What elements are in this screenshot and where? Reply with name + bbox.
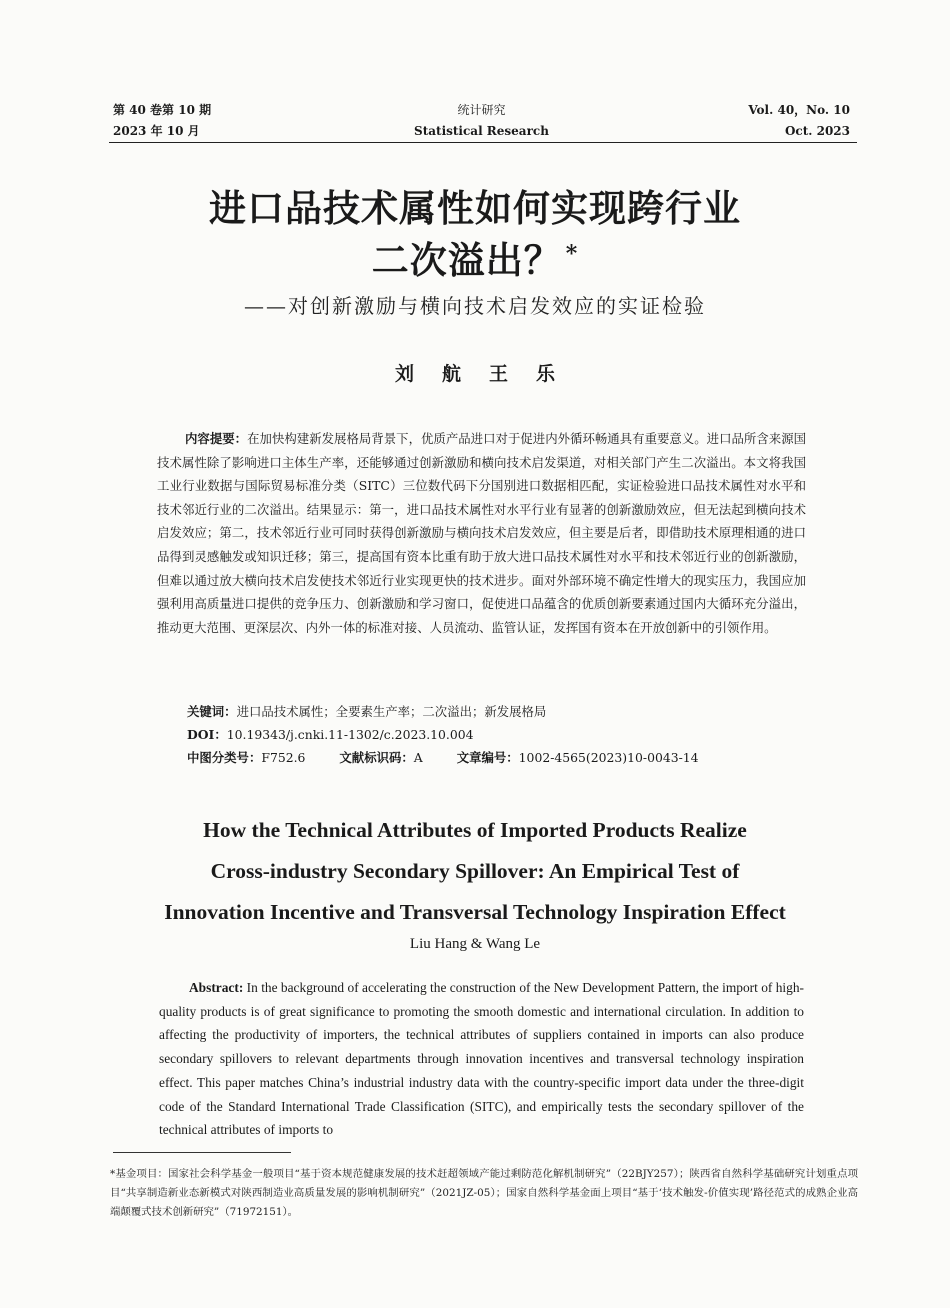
journal-name-en: Statistical Research (414, 124, 549, 138)
doc-code-label: 文献标识码： (339, 750, 414, 765)
article-title-en (0, 810, 950, 933)
abstract-en-text: In the background of accelerating the construction of the New Development Pattern, the import of high-quality products is of great significance to promoting the smooth domestic and international circulation. In addition to affecting the productivity of importers, the technical attributes of suppliers contained in imports can also produce secondary spillovers to relevant departments through innovation incentives and transversal technology inspiration effect. This paper matches China’s industrial industry data with the country-specific import data under the three-digit code of the Standard International Trade Classification (SITC), and empirically tests the secondary spillover of the technical attributes of imports to (159, 980, 804, 1138)
header-rule (109, 142, 857, 143)
title-cn-line1: 进口品技术属性如何实现跨行业 (209, 186, 741, 230)
date-cn: 2023 年 10 月 (113, 124, 200, 138)
title-en-line2: Cross-industry Secondary Spillover: An Empirical Test of (210, 859, 740, 883)
journal-name (113, 100, 850, 142)
article-number-label: 文章编号： (456, 750, 519, 765)
keywords-cn-text: 进口品技术属性；全要素生产率；二次溢出；新发展格局 (236, 704, 547, 719)
doc-code-value: A (413, 750, 423, 765)
funding-footnote: *基金项目：国家社会科学基金一般项目“基于资本规范健康发展的技术赶超领域产能过剩防范化解机制研究”（22BJY257）；陕西省自然科学基础研究计划重点项目“共享制造新业态新模式对陕西制造业高质量发展的影响机制研究”（2021JZ-05）；国家自然科学基金面上项目“基于‘技术触发-价值实现’路径范式的成熟企业高端颠覆式技术创新研究”（71972151）。 (110, 1168, 858, 1218)
clc-value: F752.6 (261, 750, 306, 765)
doi-label: DOI： (187, 727, 227, 742)
abstract-en (159, 976, 804, 1142)
abstract-cn-text: 在加快构建新发展格局背景下，优质产品进口对于促进内外循环畅通具有重要意义。进口品所含来源国技术属性除了影响进口主体生产率，还能够通过创新激励和横向技术启发渠道，对相关部门产生二次溢出。本文将我国工业行业数据与国际贸易标准分类（SITC）三位数代码下分国别进口数据相匹配，实证检验进口品技术属性对水平和技术邻近行业的二次溢出。结果显示：第一，进口品技术属性对水平行业有显著的创新激励效应，但无法起到横向技术启发效应；第二，技术邻近行业可同时获得创新激励与横向技术启发效应，但主要是后者，即借助技术原理相通的进口品得到灵感触发或知识迁移；第三，提高国有资本比重有助于放大进口品技术属性对水平和技术邻近行业的创新激励，但难以通过放大横向技术启发使技术邻近行业实现更快的技术进步。面对外部环境不确定性增大的现实压力，我国应加强利用高质量进口提供的竞争压力、创新激励和学习窗口，促使进口品蕴含的优质创新要素通过国内大循环充分溢出，推动更大范围、更深层次、内外一体的标准对接、人员流动、监管认证，发挥国有资本在开放创新中的引领作用。 (157, 431, 807, 635)
funding-footnote-marker[interactable]: * (565, 241, 579, 267)
keywords-cn (187, 700, 827, 724)
abstract-en-label: Abstract: (189, 980, 244, 995)
title-en-line3: Innovation Incentive and Transversal Technology Inspiration Effect (164, 900, 786, 924)
article-number-value: 1002-4565(2023)10-0043-14 (518, 750, 699, 765)
footnote-rule (113, 1152, 291, 1153)
abstract-cn-label: 内容提要： (185, 431, 248, 446)
article-subtitle-cn: ——对创新激励与横向技术启发效应的实证检验 (244, 294, 706, 318)
title-en-line1: How the Technical Attributes of Imported Products Realize (203, 818, 747, 842)
classification-line (187, 746, 827, 770)
keywords-cn-label: 关键词： (187, 704, 237, 719)
doi-value[interactable]: 10.19343/j.cnki.11-1302/c.2023.10.004 (226, 727, 474, 742)
doi-line (187, 723, 827, 747)
running-header (113, 100, 850, 145)
date-en: Oct. 2023 (784, 124, 850, 138)
authors-cn: 刘航王乐 (394, 363, 583, 385)
issue-info-en (748, 100, 850, 142)
volume-issue-cn: 第 40 卷第 10 期 (113, 103, 212, 117)
volume-issue-en: Vol. 40，No. 10 (748, 103, 850, 117)
journal-name-cn: 统计研究 (457, 103, 506, 117)
abstract-cn (157, 427, 806, 639)
authors-en: Liu Hang & Wang Le (409, 936, 541, 952)
title-cn-line2: 二次溢出？ * (371, 238, 579, 282)
article-title-cn (0, 182, 950, 286)
clc-label: 中图分类号： (187, 750, 262, 765)
